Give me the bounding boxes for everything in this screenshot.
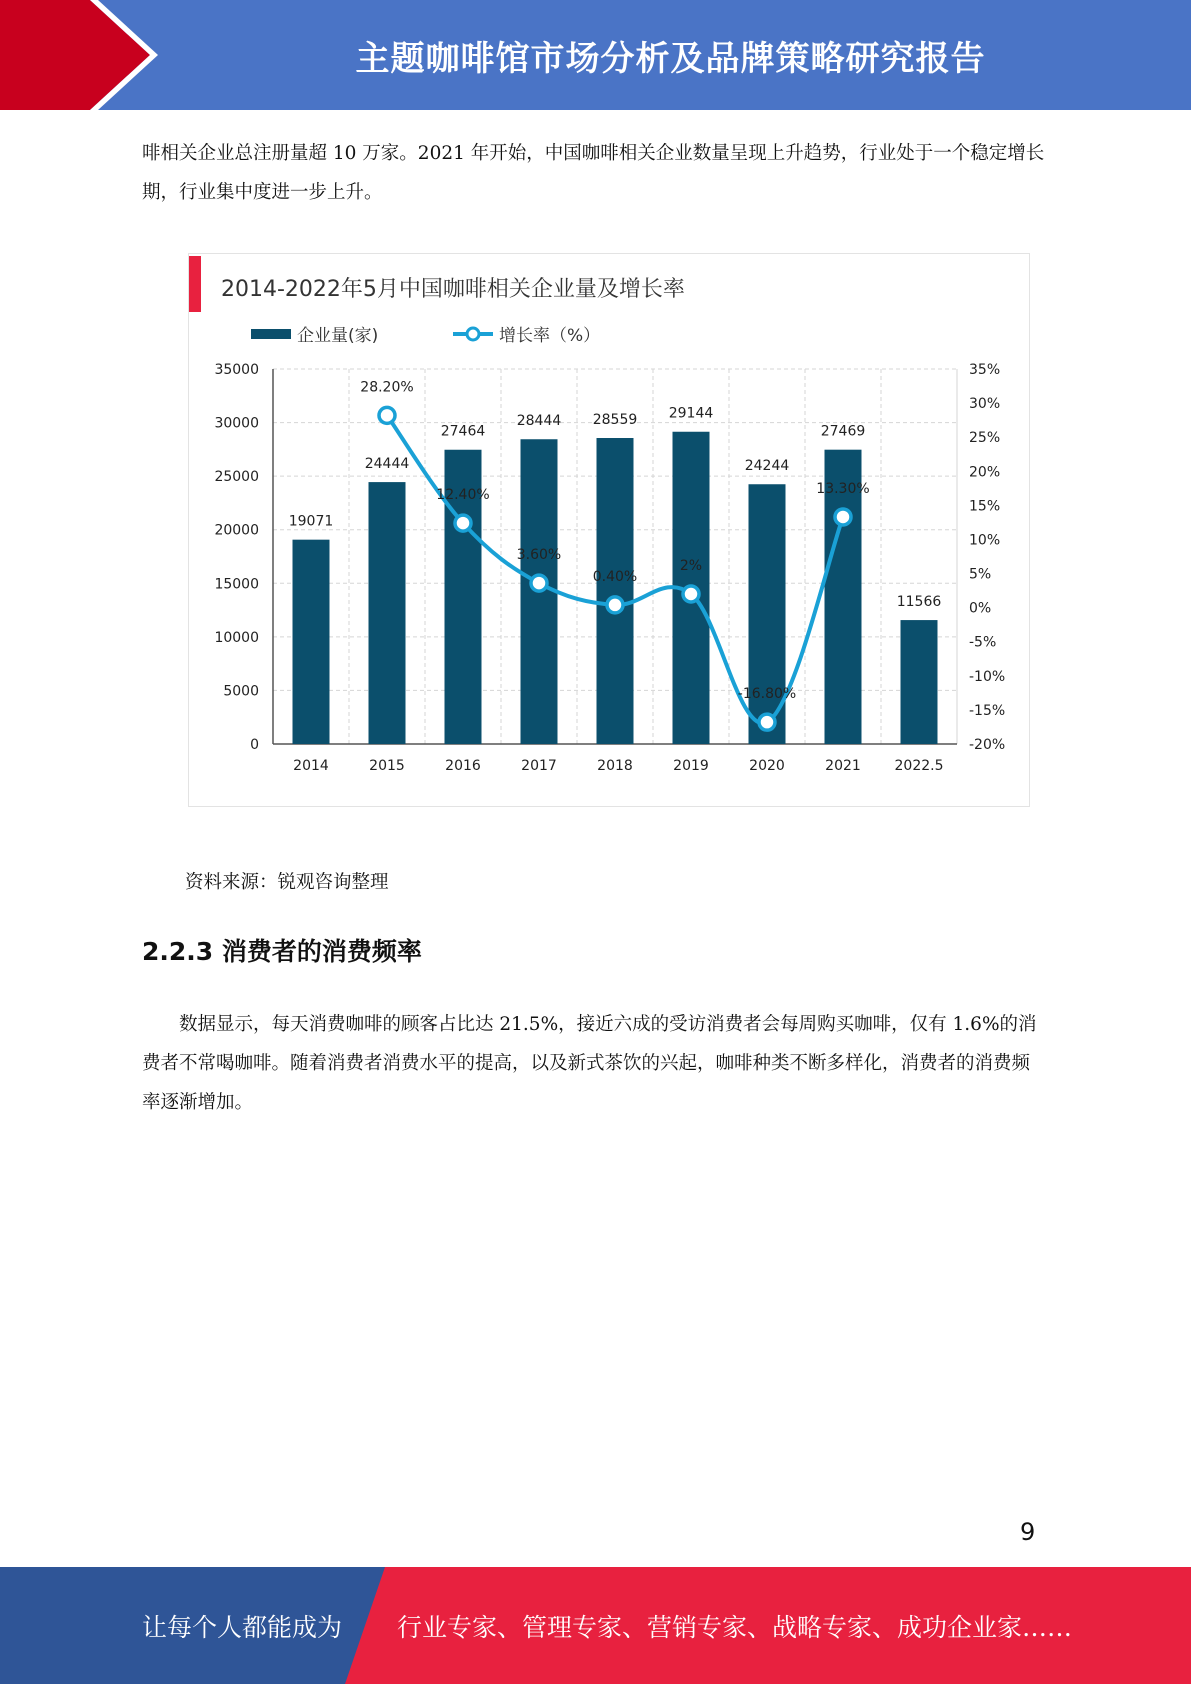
y-tick-left: 35000 xyxy=(214,362,259,378)
bar-label: 19071 xyxy=(288,513,334,530)
y-tick-left: 0 xyxy=(250,737,259,753)
growth-rate-label: 13.30% xyxy=(816,480,870,497)
footer-slogan-right: 行业专家、管理专家、营销专家、战略专家、成功企业家…… xyxy=(397,1612,1073,1642)
y-tick-right: 5% xyxy=(969,566,992,583)
page-number: 9 xyxy=(1020,1518,1036,1546)
x-tick-label: 2021 xyxy=(825,758,861,774)
header-red-chevron xyxy=(0,0,150,110)
growth-rate-label: 12.40% xyxy=(436,487,490,504)
x-tick-label: 2022.5 xyxy=(894,758,944,774)
growth-rate-label: 2% xyxy=(679,558,703,574)
growth-rate-point xyxy=(379,407,395,423)
bar-label: 28444 xyxy=(516,413,562,430)
y-tick-right: -20% xyxy=(969,737,1006,753)
legend-swatch-bar xyxy=(251,329,291,339)
bar-label: 11566 xyxy=(896,594,942,611)
growth-rate-label: 3.60% xyxy=(516,547,562,564)
header-title: 主题咖啡馆市场分析及品牌策略研究报告 xyxy=(355,38,986,79)
x-tick-label: 2020 xyxy=(749,758,785,774)
bar-2018 xyxy=(597,438,634,744)
x-tick-label: 2016 xyxy=(445,758,481,774)
bar-label: 24244 xyxy=(744,458,790,475)
bar-label: 27469 xyxy=(820,423,866,440)
x-tick-label: 2018 xyxy=(597,758,633,774)
y-tick-left: 30000 xyxy=(214,415,259,432)
source-note: 资料来源：锐观咨询整理 xyxy=(185,872,389,893)
y-tick-left: 20000 xyxy=(214,522,259,539)
bar-label: 27464 xyxy=(440,423,486,440)
legend-label-bar: 企业量(家) xyxy=(297,326,379,346)
x-tick-label: 2015 xyxy=(369,758,405,774)
page-footer xyxy=(0,1567,1191,1684)
growth-rate-label: 28.20% xyxy=(360,379,414,396)
y-tick-left: 10000 xyxy=(214,629,259,646)
footer-slogan-left: 让每个人都能成为 xyxy=(142,1612,343,1642)
y-tick-right: -15% xyxy=(969,702,1006,719)
chart-title: 2014-2022年5月中国咖啡相关企业量及增长率 xyxy=(221,277,685,302)
section-heading: 2.2.3 消费者的消费频率 xyxy=(142,937,422,966)
growth-rate-point xyxy=(835,509,851,525)
bar-2014 xyxy=(293,540,330,744)
body-paragraph: 数据显示，每天消费咖啡的顾客占比达 21.5%，接近六成的受访消费者会每周购买咖啡，仅有 1.6%的消费者不常喝咖啡。随着消费者消费水平的提高，以及新式茶饮的兴起，咖啡种类不断多样化，消费者的消费频率逐渐增加。 xyxy=(142,1014,1037,1113)
growth-rate-point xyxy=(607,597,623,613)
growth-rate-point xyxy=(683,586,699,602)
growth-rate-label: 0.40% xyxy=(592,568,638,585)
y-tick-right: 15% xyxy=(969,498,1001,515)
growth-rate-label: -16.80% xyxy=(737,686,797,703)
bar-2015 xyxy=(369,482,406,744)
y-tick-left: 15000 xyxy=(214,576,259,593)
page-header xyxy=(0,0,1191,110)
bar-2022.5 xyxy=(901,620,938,744)
bar-label: 29144 xyxy=(668,405,714,422)
bar-label: 28559 xyxy=(592,412,638,429)
x-tick-label: 2019 xyxy=(673,758,709,774)
y-tick-right: -5% xyxy=(969,634,997,651)
growth-rate-point xyxy=(759,714,775,730)
y-tick-right: 30% xyxy=(969,396,1001,413)
legend-swatch-marker xyxy=(467,328,479,340)
y-tick-right: 20% xyxy=(969,464,1001,481)
x-tick-label: 2017 xyxy=(521,758,557,774)
y-tick-left: 25000 xyxy=(214,469,259,486)
chart-title-accent xyxy=(189,256,201,312)
y-tick-right: 25% xyxy=(969,430,1001,447)
legend-label-line: 增长率（%） xyxy=(499,326,601,346)
y-tick-right: -10% xyxy=(969,668,1006,685)
intro-paragraph: 啡相关企业总注册量超 10 万家。2021 年开始，中国咖啡相关企业数量呈现上升趋势，行业处于一个稳定增长期，行业集中度进一步上升。 xyxy=(142,143,1045,203)
y-tick-right: 0% xyxy=(969,600,992,617)
growth-rate-point xyxy=(531,575,547,591)
enterprise-count-chart xyxy=(189,254,1029,806)
x-tick-label: 2014 xyxy=(293,758,329,774)
chart-container xyxy=(188,253,1030,807)
bar-label: 24444 xyxy=(364,456,410,473)
y-tick-right: 10% xyxy=(969,532,1001,549)
y-tick-left: 5000 xyxy=(223,683,259,700)
y-tick-right: 35% xyxy=(969,362,1001,378)
growth-rate-point xyxy=(455,515,471,531)
